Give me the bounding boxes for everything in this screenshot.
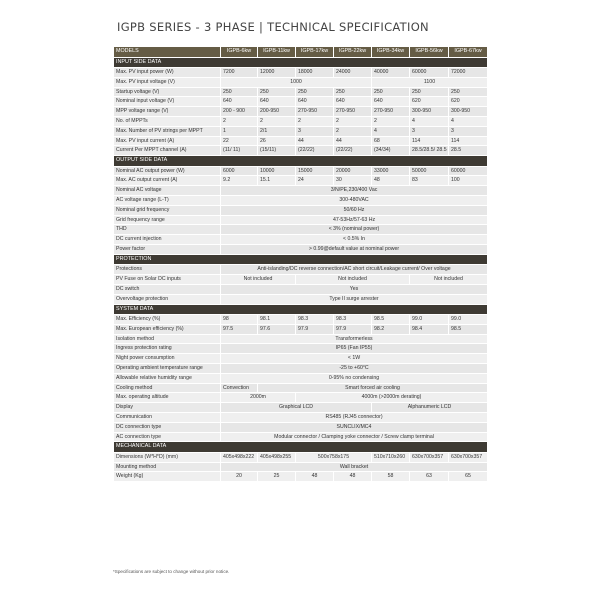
cell: 48 [296, 472, 334, 482]
row-label: DC connection type [114, 422, 221, 432]
section-title: PROTECTION [114, 254, 488, 265]
cell: 20000 [334, 166, 372, 176]
row-label: Power factor [114, 245, 221, 255]
row-label: DC current injection [114, 235, 221, 245]
cell: 405x498x222 [221, 452, 258, 462]
cell: 50/60 Hz [221, 205, 488, 215]
row-label: No. of MPPTs [114, 116, 221, 126]
cell: 500x758x175 [296, 452, 372, 462]
cell: 270-950 [296, 107, 334, 117]
page-title: IGPB SERIES - 3 PHASE | TECHNICAL SPECIFICATION [117, 20, 429, 34]
table-row [114, 324, 488, 334]
row-label: Max. operating altitude [114, 393, 221, 403]
table-row [114, 275, 488, 285]
cell: 200-950 [258, 107, 296, 117]
row-label: Max. AC output current (A) [114, 176, 221, 186]
table-row [114, 315, 488, 325]
cell: 97.6 [258, 324, 296, 334]
table-row [114, 344, 488, 354]
row-label: Ingress protection rating [114, 344, 221, 354]
table-row [114, 422, 488, 432]
cell: 2 [372, 116, 410, 126]
row-label: Cooling method [114, 383, 221, 393]
cell: 60000 [449, 166, 488, 176]
cell: 18000 [296, 68, 334, 78]
cell: 2000m [221, 393, 296, 403]
row-label: DC switch [114, 284, 221, 294]
cell: (11/ 11) [221, 146, 258, 156]
row-label: Max. PV input power (W) [114, 68, 221, 78]
table-row [114, 245, 488, 255]
cell: 3 [410, 126, 449, 136]
cell: 22 [221, 136, 258, 146]
cell: Not included [221, 275, 296, 285]
row-label: AC voltage range (L-T) [114, 196, 221, 206]
cell: Graphical LCD [221, 403, 372, 413]
cell: 640 [296, 97, 334, 107]
cell: 28.5 [449, 146, 488, 156]
cell: 33000 [372, 166, 410, 176]
cell: > 0.99@default value at nominal power [221, 245, 488, 255]
table-row [114, 97, 488, 107]
cell: 3/N/PE,230/400 Vac [221, 186, 488, 196]
cell: 100 [449, 176, 488, 186]
cell: 68 [372, 136, 410, 146]
cell: 30 [334, 176, 372, 186]
cell: 250 [296, 87, 334, 97]
cell: 98.2 [372, 324, 410, 334]
table-row [114, 354, 488, 364]
cell: 2/1 [258, 126, 296, 136]
row-label: Grid frequency range [114, 215, 221, 225]
cell: 630x700x357 [449, 452, 488, 462]
cell: 99.0 [410, 315, 449, 325]
table-row [114, 196, 488, 206]
cell: 98.3 [334, 315, 372, 325]
cell: 2 [296, 116, 334, 126]
cell: < 1W [221, 354, 488, 364]
cell: 83 [410, 176, 449, 186]
cell: (22/22) [334, 146, 372, 156]
row-label: Nominal AC voltage [114, 186, 221, 196]
row-label: Allowable relative humidity range [114, 373, 221, 383]
cell: 1 [221, 126, 258, 136]
section-header [114, 254, 488, 265]
cell: 300-950 [410, 107, 449, 117]
row-label: Overvoltage protection [114, 294, 221, 304]
table-row [114, 205, 488, 215]
cell: 28.5/28.5/ 28.5 [410, 146, 449, 156]
cell: (22/22) [296, 146, 334, 156]
cell: (34/34) [372, 146, 410, 156]
cell: 98.1 [258, 315, 296, 325]
row-label: Protections [114, 265, 221, 275]
cell: 65 [449, 472, 488, 482]
cell: 98.5 [372, 315, 410, 325]
cell: 2 [334, 126, 372, 136]
model-name: IGPB-11kw [258, 47, 296, 58]
cell: 24000 [334, 68, 372, 78]
row-label: THD [114, 225, 221, 235]
cell: 97.5 [221, 324, 258, 334]
cell: Anti-islanding/DC reverse connection/AC short circuit/Leakage current/ Over voltage [221, 265, 488, 275]
cell: 63 [410, 472, 449, 482]
table-row [114, 403, 488, 413]
model-name: IGPB-17kw [296, 47, 334, 58]
table-row [114, 68, 488, 78]
cell: 20 [221, 472, 258, 482]
row-label: Mounting method [114, 462, 221, 472]
models-label: MODELS [114, 47, 221, 58]
cell: 640 [258, 97, 296, 107]
row-label: Nominal AC output power (W) [114, 166, 221, 176]
cell: 4 [372, 126, 410, 136]
section-header [114, 442, 488, 453]
section-header [114, 156, 488, 167]
cell: 3 [296, 126, 334, 136]
row-label: Dimensions (W*H*D) (mm) [114, 452, 221, 462]
cell: 640 [221, 97, 258, 107]
cell: < 3% (nominal power) [221, 225, 488, 235]
table-row [114, 393, 488, 403]
row-label: Nominal grid frequency [114, 205, 221, 215]
cell: 10000 [258, 166, 296, 176]
cell: 44 [296, 136, 334, 146]
table-row [114, 265, 488, 275]
footnote: *Specifications are subject to change without prior notice. [113, 569, 230, 574]
cell: -25 to +60°C [221, 364, 488, 374]
cell: 630x700x357 [410, 452, 449, 462]
cell: 6000 [221, 166, 258, 176]
cell: RS485 (RJ45 connector) [221, 413, 488, 423]
cell: Modular connector / Clamping yoke connector / Screw clamp terminal [221, 432, 488, 442]
table-row [114, 432, 488, 442]
cell: 12000 [258, 68, 296, 78]
cell: 58 [372, 472, 410, 482]
table-row [114, 136, 488, 146]
model-name: IGPB-34kw [372, 47, 410, 58]
table-row [114, 87, 488, 97]
table-row [114, 472, 488, 482]
cell: 510x710x260 [372, 452, 410, 462]
table-row [114, 452, 488, 462]
cell: Convection [221, 383, 258, 393]
cell: 250 [221, 87, 258, 97]
cell: 270-950 [372, 107, 410, 117]
row-label: Weight (Kg) [114, 472, 221, 482]
model-name: IGPB-67kw [449, 47, 488, 58]
cell: 250 [449, 87, 488, 97]
table-row [114, 383, 488, 393]
table-row [114, 284, 488, 294]
cell: Wall bracket [221, 462, 488, 472]
row-label: Max. Number of PV strings per MPPT [114, 126, 221, 136]
table-row [114, 116, 488, 126]
cell: 97.9 [296, 324, 334, 334]
cell: 250 [258, 87, 296, 97]
cell: (15/11) [258, 146, 296, 156]
table-row [114, 166, 488, 176]
cell: 47-53Hz/57-63 Hz [221, 215, 488, 225]
cell: 7200 [221, 68, 258, 78]
cell: 300-950 [449, 107, 488, 117]
cell: 620 [410, 97, 449, 107]
row-label: Max. European efficiency (%) [114, 324, 221, 334]
cell: 2 [258, 116, 296, 126]
row-label: MPP voltage range (V) [114, 107, 221, 117]
model-name: IGPB-22kw [334, 47, 372, 58]
row-label: Max. PV input voltage (V) [114, 77, 221, 87]
row-label: Current Per MPPT channel (A) [114, 146, 221, 156]
cell: 4 [410, 116, 449, 126]
table-row [114, 462, 488, 472]
table-row [114, 225, 488, 235]
model-name: IGPB-6kw [221, 47, 258, 58]
cell: 26 [258, 136, 296, 146]
table-row [114, 107, 488, 117]
section-title: INPUT SIDE DATA [114, 57, 488, 68]
cell: 15000 [296, 166, 334, 176]
cell: 98.5 [449, 324, 488, 334]
row-label: Max. Efficiency (%) [114, 315, 221, 325]
cell: 250 [372, 87, 410, 97]
cell: 4 [449, 116, 488, 126]
table-row [114, 186, 488, 196]
section-header [114, 57, 488, 68]
cell: 44 [334, 136, 372, 146]
cell: 72000 [449, 68, 488, 78]
cell: 250 [410, 87, 449, 97]
cell: 3 [449, 126, 488, 136]
cell: 15.1 [258, 176, 296, 186]
cell: 99.0 [449, 315, 488, 325]
row-label: Night power consumption [114, 354, 221, 364]
table-row [114, 334, 488, 344]
cell: 114 [410, 136, 449, 146]
cell: SUNCLIX/MC4 [221, 422, 488, 432]
cell: IP65 (Fan IP55) [221, 344, 488, 354]
cell: 640 [372, 97, 410, 107]
cell: 0-95% no condensing [221, 373, 488, 383]
section-title: SYSTEM DATA [114, 304, 488, 315]
table-row [114, 364, 488, 374]
cell: 620 [449, 97, 488, 107]
table-row [114, 294, 488, 304]
cell: 48 [372, 176, 410, 186]
cell: 114 [449, 136, 488, 146]
table-row [114, 176, 488, 186]
cell: 250 [334, 87, 372, 97]
cell: 60000 [410, 68, 449, 78]
cell: 97.9 [334, 324, 372, 334]
cell: Alphanumeric LCD [372, 403, 488, 413]
cell: 9.2 [221, 176, 258, 186]
table-row [114, 413, 488, 423]
model-name: IGPB-56kw [410, 47, 449, 58]
cell: Yes [221, 284, 488, 294]
row-label: PV Fuse on Solar DC inputs [114, 275, 221, 285]
section-title: MECHANICAL DATA [114, 442, 488, 453]
cell: 405x498x255 [258, 452, 296, 462]
cell: 1100 [372, 77, 488, 87]
cell: Not included [410, 275, 488, 285]
section-header [114, 304, 488, 315]
row-label: Nominal input voltage (V) [114, 97, 221, 107]
cell: 50000 [410, 166, 449, 176]
cell: 4000m (>2000m derating) [296, 393, 488, 403]
table-row [114, 146, 488, 156]
cell: 24 [296, 176, 334, 186]
cell: 48 [334, 472, 372, 482]
row-label: AC connection type [114, 432, 221, 442]
cell: < 0.5% In [221, 235, 488, 245]
cell: Transformerless [221, 334, 488, 344]
cell: 640 [334, 97, 372, 107]
table-row [114, 373, 488, 383]
cell: 200 - 900 [221, 107, 258, 117]
table-row [114, 215, 488, 225]
cell: 300-480VAC [221, 196, 488, 206]
cell: Type II surge arrester [221, 294, 488, 304]
cell: Not included [296, 275, 410, 285]
spec-table [113, 46, 488, 482]
row-label: Isolation method [114, 334, 221, 344]
cell: 98.4 [410, 324, 449, 334]
table-row [114, 235, 488, 245]
table-row [114, 126, 488, 136]
row-label: Max. PV input current (A) [114, 136, 221, 146]
row-label: Operating ambient temperature range [114, 364, 221, 374]
row-label: Display [114, 403, 221, 413]
cell: 2 [221, 116, 258, 126]
cell: 98.3 [296, 315, 334, 325]
row-label: Startup voltage (V) [114, 87, 221, 97]
cell: 270-950 [334, 107, 372, 117]
models-header-row [114, 47, 488, 58]
cell: 1000 [221, 77, 372, 87]
cell: 98 [221, 315, 258, 325]
cell: 40000 [372, 68, 410, 78]
cell: Smart forced air cooling [258, 383, 488, 393]
section-title: OUTPUT SIDE DATA [114, 156, 488, 167]
cell: 2 [334, 116, 372, 126]
cell: 25 [258, 472, 296, 482]
table-row [114, 77, 488, 87]
row-label: Communication [114, 413, 221, 423]
